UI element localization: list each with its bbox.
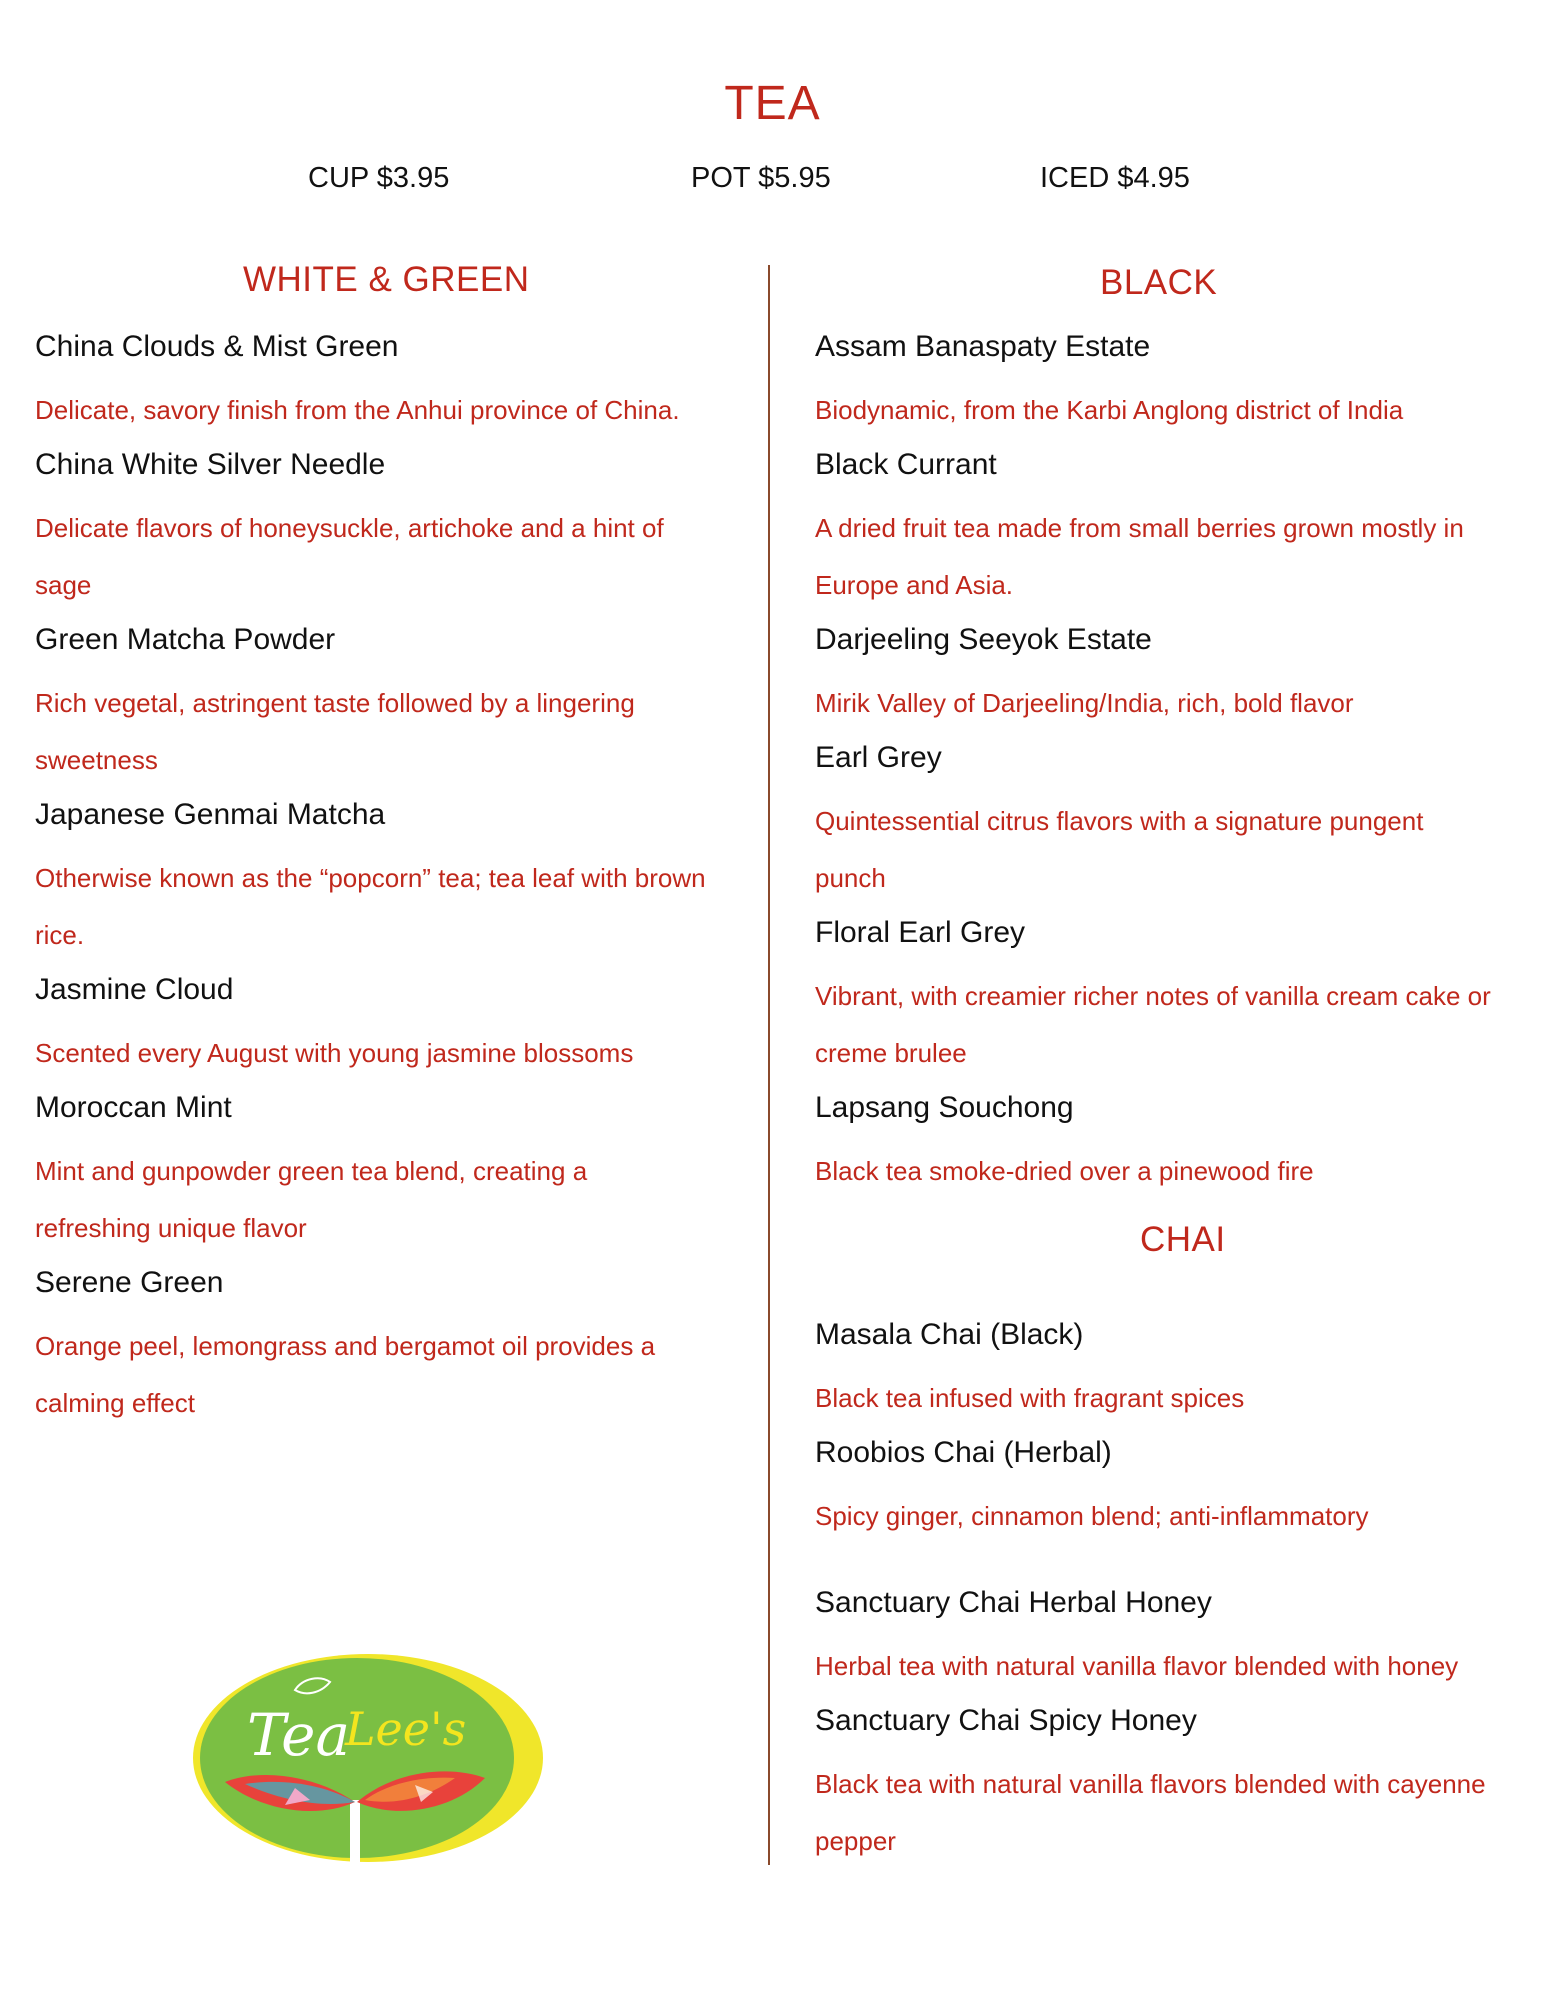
menu-item-name: Floral Earl Grey bbox=[815, 916, 1026, 949]
menu-item-name: Black Currant bbox=[815, 448, 997, 481]
menu-item-description: Spicy ginger, cinnamon blend; anti-inflammatory bbox=[815, 1501, 1369, 1531]
menu-item-name: Sanctuary Chai Herbal Honey bbox=[815, 1586, 1212, 1619]
menu-item-name: Serene Green bbox=[35, 1266, 224, 1299]
menu-item-name: Earl Grey bbox=[815, 741, 942, 774]
menu-item-description: Rich vegetal, astringent taste followed by a lingering sweetness bbox=[35, 688, 635, 775]
menu-item-name: Japanese Genmai Matcha bbox=[35, 798, 386, 831]
menu-item-name: Sanctuary Chai Spicy Honey bbox=[815, 1704, 1197, 1737]
menu-item-description: Orange peel, lemongrass and bergamot oil provides a calming effect bbox=[35, 1331, 656, 1418]
menu-item-description: Biodynamic, from the Karbi Anglong district of India bbox=[815, 395, 1404, 425]
menu-item-description: Herbal tea with natural vanilla flavor blended with honey bbox=[815, 1651, 1459, 1681]
logo-text-tea: Tea bbox=[247, 1701, 351, 1769]
menu-item-name: China White Silver Needle bbox=[35, 448, 386, 481]
menu-item-name: Moroccan Mint bbox=[35, 1091, 232, 1124]
price-cup: CUP $3.95 bbox=[308, 162, 450, 194]
section-heading-white-green: WHITE & GREEN bbox=[243, 260, 530, 299]
menu-item-description: Quintessential citrus flavors with a signature pungent punch bbox=[815, 806, 1424, 893]
menu-item-description: Black tea smoke-dried over a pinewood fire bbox=[815, 1156, 1314, 1186]
menu-item-name: China Clouds & Mist Green bbox=[35, 330, 399, 363]
menu-item-description: A dried fruit tea made from small berries grown mostly in Europe and Asia. bbox=[815, 513, 1464, 600]
menu-item-description: Black tea with natural vanilla flavors blended with cayenne pepper bbox=[815, 1769, 1486, 1856]
menu-item-name: Lapsang Souchong bbox=[815, 1091, 1074, 1124]
menu-item-description: Scented every August with young jasmine blossoms bbox=[35, 1038, 634, 1068]
menu-title: TEA bbox=[724, 77, 821, 130]
section-heading-chai: CHAI bbox=[1140, 1220, 1226, 1259]
menu-item-description: Delicate, savory finish from the Anhui province of China. bbox=[35, 395, 680, 425]
column-divider bbox=[768, 265, 770, 1865]
menu-item-name: Roobios Chai (Herbal) bbox=[815, 1436, 1112, 1469]
price-iced: ICED $4.95 bbox=[1040, 162, 1190, 194]
menu-item-name: Darjeeling Seeyok Estate bbox=[815, 623, 1152, 656]
menu-item-name: Assam Banaspaty Estate bbox=[815, 330, 1151, 363]
logo-text-lees: Lee's bbox=[345, 1702, 467, 1756]
menu-item-description: Vibrant, with creamier richer notes of vanilla cream cake or creme brulee bbox=[815, 981, 1491, 1068]
menu-item-description: Mint and gunpowder green tea blend, creating a refreshing unique flavor bbox=[35, 1156, 588, 1243]
tealees-logo bbox=[185, 1650, 545, 1865]
section-heading-black: BLACK bbox=[1100, 263, 1218, 302]
menu-item-name: Masala Chai (Black) bbox=[815, 1318, 1084, 1351]
logo-stem bbox=[350, 1800, 360, 1862]
price-pot: POT $5.95 bbox=[691, 162, 831, 194]
menu-item-description: Black tea infused with fragrant spices bbox=[815, 1383, 1245, 1413]
menu-item-name: Green Matcha Powder bbox=[35, 623, 336, 656]
menu-item-description: Mirik Valley of Darjeeling/India, rich, bold flavor bbox=[815, 688, 1354, 718]
menu-item-name: Jasmine Cloud bbox=[35, 973, 234, 1006]
menu-item-description: Otherwise known as the “popcorn” tea; tea leaf with brown rice. bbox=[35, 863, 706, 950]
menu-item-description: Delicate flavors of honeysuckle, artichoke and a hint of sage bbox=[35, 513, 664, 600]
